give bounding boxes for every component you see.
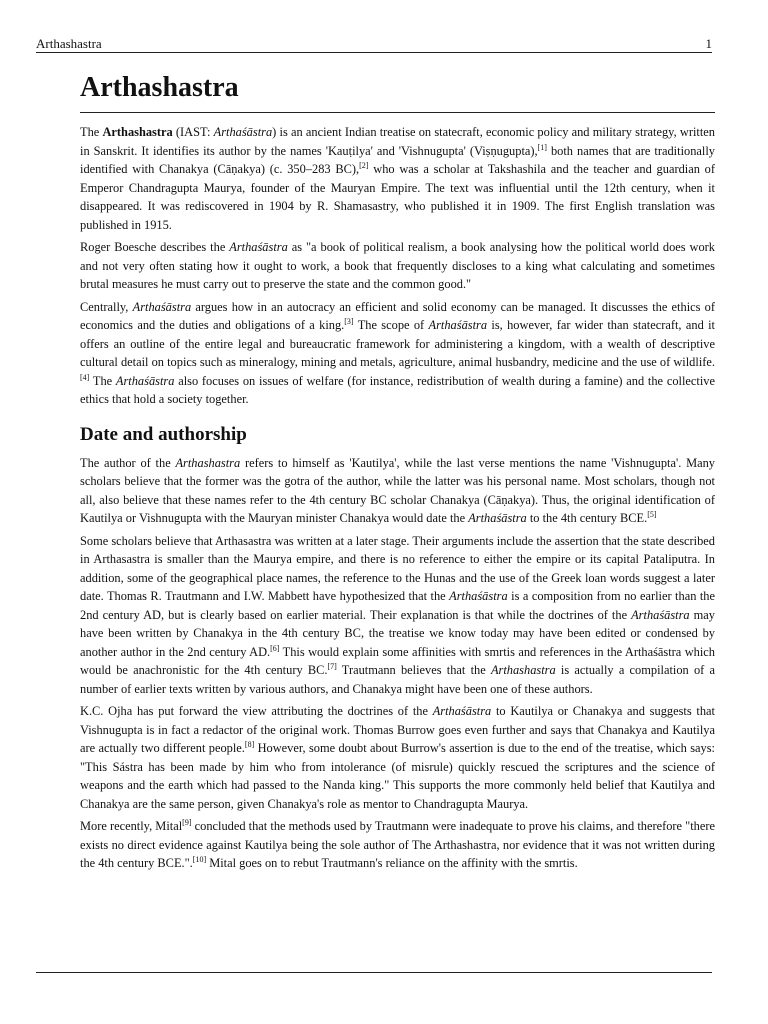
- citation-link[interactable]: [9]: [182, 817, 192, 827]
- citation-link[interactable]: [8]: [244, 739, 255, 749]
- intro-paragraph-3: Centrally, Arthaśāstra argues how in an autocracy an efficient and solid economy can be managed. It discusses the ethics of economics and the duties and obligations of a king.[3] The scope of Arthaśāstra is, however, far wider than statecraft, and it offers an outline of the entire legal and bureaucratic framework for administering a kingdom, with a wealth of descriptive cultural detail on topics such as mineralogy, mining and metals, agriculture, animal husbandry, medicine and the use of wildlife.[4] The Arthaśāstra also focuses on issues of welfare (for instance, redistribution of wealth during a famine) and the collective ethics that hold a society together.: [80, 299, 715, 407]
- citation-link[interactable]: [4]: [80, 372, 90, 382]
- section-heading-date-and-authorship: Date and authorship: [80, 423, 247, 445]
- intro-paragraph-2: Roger Boesche describes the Arthaśāstra as "a book of political realism, a book analysing how the political world does work and not very often stating how it ought to work, a book that frequently discloses to a king what calculating and sometimes brutal measures he must carry out to preserve the state and the common good.": [80, 240, 715, 292]
- citation-link[interactable]: [3]: [344, 317, 354, 327]
- running-title: Arthashastra: [36, 36, 102, 51]
- citation-link[interactable]: [6]: [270, 643, 280, 653]
- page-title: Arthashastra: [80, 70, 715, 113]
- section-paragraph-4: More recently, Mital[9] concluded that the methods used by Trautmann were inadequate to prove his claims, and therefore "there exists no direct evidence against Kautilya being the sole author of The Arthashastra, nor evidence that it was not written during the 4th century BCE.".[10] Mital goes on to rebut Trautmann's reliance on the affinity with the smrtis.: [80, 817, 715, 871]
- citation-link[interactable]: [1]: [537, 142, 547, 152]
- section-paragraph-3: K.C. Ojha has put forward the view attributing the doctrines of the Arthaśāstra to Kautilya or Chanakya and suggests that Vishnugupta is in fact a redactor of the original work. Thomas Burrow goes even further and says that Chanakya and Kautilya are actually two different people.[8] However, some doubt about Burrow's assertion is due to the end of the treatise, which says: "This Sástra has been made by him who from intolerance (of misrule) quickly rescued the scriptures and the science of weapons and the earth which had passed to the Nanda king." This supports the more commonly held belief that Kautilya and Chanakya are the same person, given Chanakya's role as mentor to Chandragupta Maurya.: [80, 704, 715, 811]
- intro-paragraph-1: The Arthashastra (IAST: Arthaśāstra) is an ancient Indian treatise on statecraft, economic policy and military strategy, written in Sanskrit. It identifies its author by the names 'Kauṭilya' and 'Vishnugupta' (Viṣṇugupta),[1] both names that are traditionally identified with Chanakya (Cāṇakya) (c. 350–283 BC),[2] who was a scholar at Takshashila and the teacher and guardian of Emperor Chandragupta Maurya, founder of the Mauryan Empire. The text was influential until the 12th century, when it disappeared. It was rediscovered in 1904 by R. Shamasastry, who published it in 1909. The first English translation was published in 1915.: [80, 125, 715, 232]
- section-paragraph-1: The author of the Arthashastra refers to himself as 'Kautilya', while the last verse mentions the name 'Vishnugupta'. Many scholars believe that the former was the gotra of the author, while the latter was his personal name. Most scholars, though not all, also believe that these names refer to the 4th century BC scholar Chanakya (Cāṇakya). Thus, the original identification of Kautilya or Vishnugupta with the Mauryan minister Chanakya would date the Arthaśāstra to the 4th century BCE.[5]: [80, 455, 715, 526]
- page-number: 1: [705, 36, 712, 51]
- footer-rule: [36, 972, 712, 973]
- citation-link[interactable]: [2]: [359, 161, 369, 171]
- running-header: [36, 34, 712, 53]
- citation-link[interactable]: [5]: [647, 509, 657, 519]
- section-paragraph-2: Some scholars believe that Arthasastra was written at a later stage. Their arguments include the assertion that the state described in Arthasastra is smaller than the Maurya empire, and there is no reference to either the empire or its capital Pataliputra. In addition, some of the geographical place names, the reference to the Hunas and the use of the Greek loan words suggest a later date. Thomas R. Trautmann and I.W. Mabbett have hypothesized that the Arthaśāstra is a composition from no earlier than the 2nd century AD, but is clearly based on earlier material. Their explanation is that while the doctrines of the Arthaśāstra may have been written by Chanakya in the 4th century BC, the treatise we know today may have been edited or condensed by another author in the 2nd century AD.[6] This would explain some affinities with smrtis and references in the Arthaśāstra which would be anachronistic for the 4th century BC.[7] Trautmann believes that the Arthashastra is actually a compilation of a number of earlier texts written by various authors, and Chanakya might have been one of these authors.: [80, 533, 716, 696]
- citation-link[interactable]: [10]: [192, 854, 207, 864]
- citation-link[interactable]: [7]: [327, 661, 337, 671]
- article-body: [80, 70, 715, 877]
